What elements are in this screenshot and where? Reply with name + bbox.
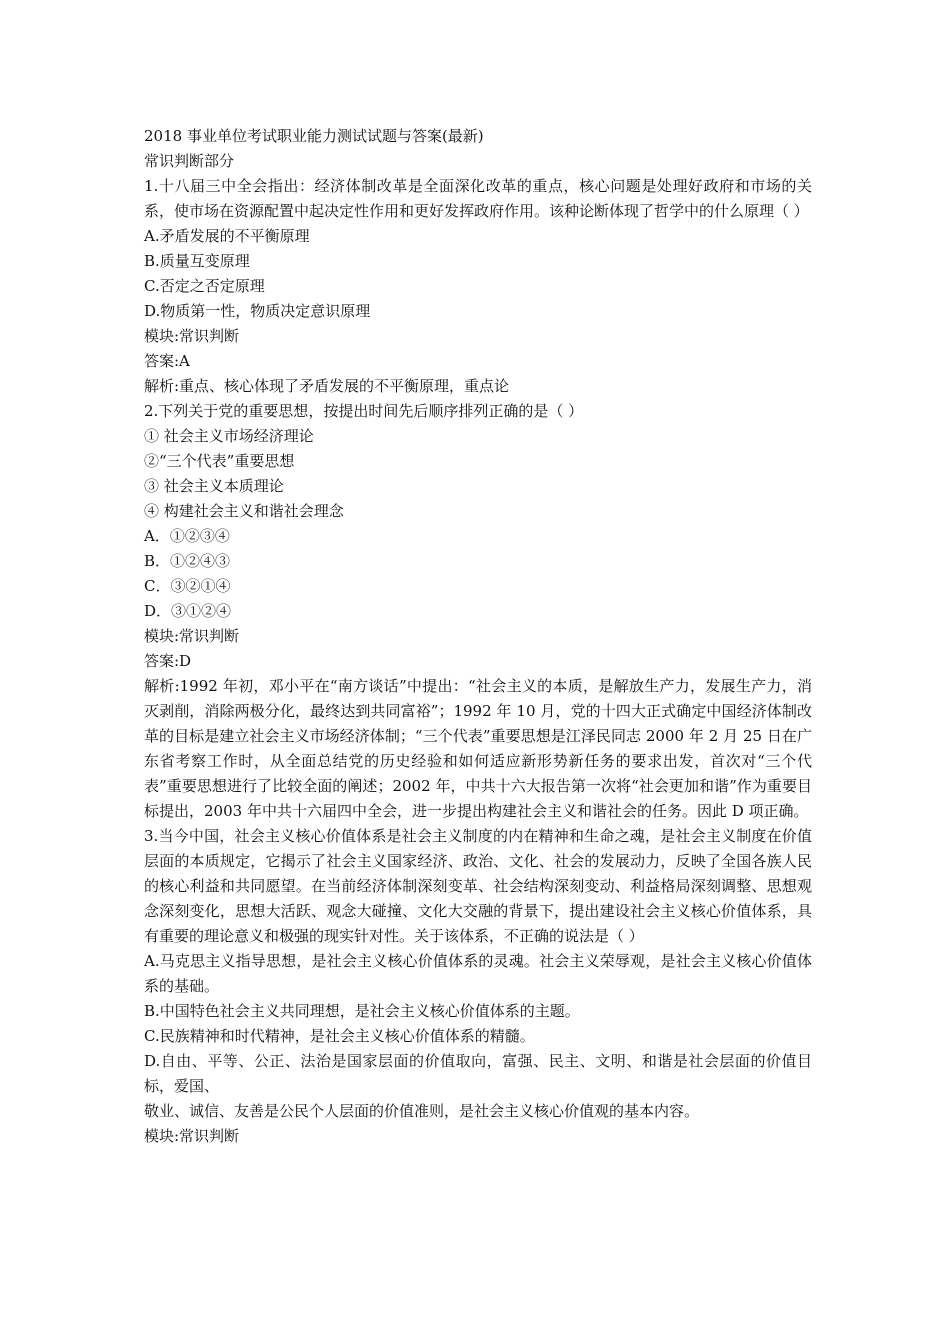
q2-analysis: 解析:1992 年初，邓小平在“南方谈话”中提出：“社会主义的本质，是解放生产力，发展生产力，消灭剥削，消除两极分化，最终达到共同富裕”；1992 年 10 月，党的十四大正式确定中国经济体制改革的目标是建立社会主义市场经济体制；“三个代表”重要思想是江泽民同志 2000 年 2 月 25 日在广东省考察工作时，从全面总结党的历史经验和如何适应新形势新任务的要求出发，首次对“三个代表”重要思想进行了比较全面的阐述；2002 年，中共十六大报告第一次将“社会更加和谐”作为重要目标提出，2003 年中共十六届四中全会，进一步提出构建社会主义和谐社会的任务。因此 D 项正确。 xyxy=(144,677,812,820)
section-heading: 常识判断部分 xyxy=(144,152,235,170)
q3-option-c: C.民族精神和时代精神，是社会主义核心价值体系的精髓。 xyxy=(144,1027,535,1045)
q3-stem: 3.当今中国，社会主义核心价值体系是社会主义制度的内在精神和生命之魂，是社会主义制度在价值层面的本质规定，它揭示了社会主义国家经济、政治、文化、社会的发展动力，反映了全国各族人民的核心利益和共同愿望。在当前经济体制深刻变革、社会结构深刻变动、利益格局深刻调整、思想观念深刻变化，思想大活跃、观念大碰撞、文化大交融的背景下，提出建设社会主义核心价值体系，具有重要的理论意义和极强的现实针对性。关于该体系，不正确的说法是（ ） xyxy=(144,827,812,945)
q3-option-b: B.中国特色社会主义共同理想，是社会主义核心价值体系的主题。 xyxy=(144,1002,580,1020)
q1-option-b: B.质量互变原理 xyxy=(144,252,250,270)
q3-option-d: D.自由、平等、公正、法治是国家层面的价值取向，富强、民主、文明、和谐是社会层面的价值目标，爱国、 xyxy=(144,1052,812,1095)
q3-module: 模块:常识判断 xyxy=(144,1127,240,1145)
q2-module: 模块:常识判断 xyxy=(144,627,240,645)
q3-option-d-continued: 敬业、诚信、友善是公民个人层面的价值准则，是社会主义核心价值观的基本内容。 xyxy=(144,1102,700,1120)
q2-item-2: ②“三个代表”重要思想 xyxy=(144,452,295,470)
q2-option-c: C．③②①④ xyxy=(144,577,231,595)
q3-option-a: A.马克思主义指导思想，是社会主义核心价值体系的灵魂。社会主义荣辱观，是社会主义核心价值体系的基础。 xyxy=(144,952,812,995)
q1-analysis: 解析:重点、核心体现了矛盾发展的不平衡原理，重点论 xyxy=(144,377,510,395)
q2-stem: 2.下列关于党的重要思想，按提出时间先后顺序排列正确的是（ ） xyxy=(144,402,584,420)
q2-item-4: ④ 构建社会主义和谐社会理念 xyxy=(144,502,344,520)
q2-item-1: ① 社会主义市场经济理论 xyxy=(144,427,314,445)
document-body xyxy=(144,124,812,1149)
q1-module: 模块:常识判断 xyxy=(144,327,240,345)
document-title: 2018 事业单位考试职业能力测试试题与答案(最新) xyxy=(144,127,484,145)
q2-item-3: ③ 社会主义本质理论 xyxy=(144,477,284,495)
q2-option-d: D．③①②④ xyxy=(144,602,232,620)
q2-option-b: B．①②④③ xyxy=(144,552,231,570)
q1-stem: 1.十八届三中全会指出：经济体制改革是全面深化改革的重点，核心问题是处理好政府和市场的关系，使市场在资源配置中起决定性作用和更好发挥政府作用。该种论断体现了哲学中的什么原理（ ） xyxy=(144,177,812,220)
q2-answer: 答案:D xyxy=(144,652,192,670)
q1-option-a: A.矛盾发展的不平衡原理 xyxy=(144,227,310,245)
q2-option-a: A．①②③④ xyxy=(144,527,230,545)
q1-answer: 答案:A xyxy=(144,352,190,370)
q1-option-d: D.物质第一性，物质决定意识原理 xyxy=(144,302,371,320)
q1-option-c: C.否定之否定原理 xyxy=(144,277,265,295)
